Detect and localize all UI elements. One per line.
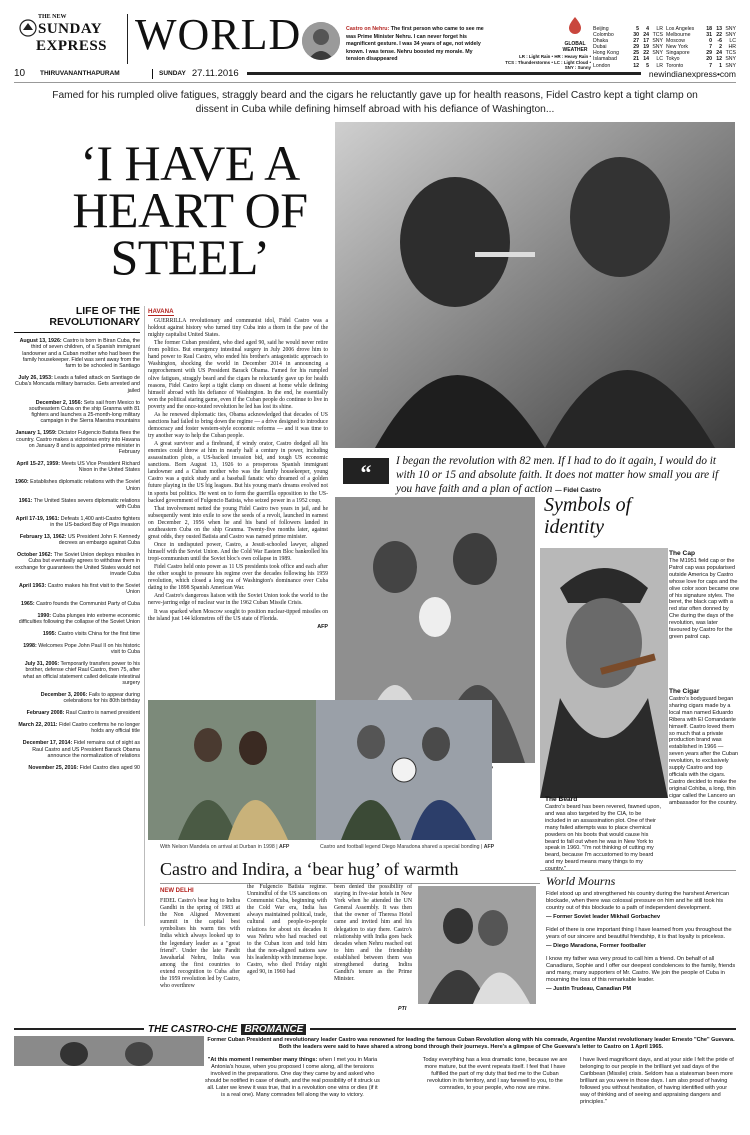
caption-mandela-agency: AFP — [279, 844, 290, 850]
timeline-item — [14, 400, 140, 425]
timeline-text: Fidel remains out of sight as Raul Castro and US President Barack Obama announce the normalization of relations — [32, 740, 140, 759]
page-bar — [14, 68, 736, 79]
section-title: WORLD — [135, 10, 302, 59]
main-agency: AFP — [317, 623, 328, 630]
weather-cond: LR — [656, 62, 663, 69]
castro-portrait-thumb — [302, 22, 340, 60]
indira-headline: Castro and Indira, a ‘bear hug’ of warmth — [160, 859, 459, 879]
headline-line-2: HEART OF — [72, 182, 308, 238]
intro-deck: Famed for his rumpled olive fatigues, straggly beard and the cigars he reluctantly gave up for health reasons, Fidel Castro kept a tight clamp on dissent in Cuba while defining himself abroad with his defiance of Washington... — [52, 90, 698, 115]
timeline-item — [14, 516, 140, 529]
timeline-date: December 17, 2014: — [22, 740, 73, 747]
main-story-paragraph: A great survivor and a firebrand, if windy orator, Castro dodged all his enemies could throw at him in nearly half a century in power, including assassination plots, a US-backed invasion bid, and tough US economic sanctions. Born August 13, 1926 to a prosperous Spanish immigrant landowner and a Cuban mother who was the family housekeeper, young Castro was a quick study and a baseball fanatic who dreamed of a golden future playing in the US big leagues. But his young man's dreams evolved not in sports but politics. He went on to form the guerrilla opposition to the US-backed government of Fulgencio Batista, who seized power in a 1952 coup. — [148, 441, 328, 504]
weather-city: Colombo — [593, 32, 614, 39]
weather-cond: SNY — [725, 26, 736, 32]
symbol-cigar — [669, 688, 739, 807]
world-mourns-title: World Mourns — [546, 874, 616, 888]
bar-rule — [247, 72, 641, 75]
symbol-beard-text: Castro's beard has been revered, fawned upon, and was also targeted by the CIA, to be included in an assassination plot. One of their many failed attempts was to place chemical powders on his boots that would cause his beard to fall out when he was in New York to speak in 1960. "I'm not thinking of cutting my beard, because I'm accustomed to my beard and my beard means many things to my — [545, 804, 662, 866]
symbols-title-1: Symbols of — [544, 494, 632, 516]
masthead-divider — [127, 14, 128, 64]
timeline-item — [14, 534, 140, 547]
mourns-attribution: — Diego Maradona, Former footballer — [546, 943, 647, 949]
symbol-cap-text: The M1951 field cap or the Patrol cap was popularised outside America by Castro whose love for caps and the olive color soon became one of his signature styles. The beret, the black cap with a red star often donned by Che during the days of the revolution, was later favoured by Castro for the green patrol cap. — [669, 558, 740, 640]
timeline-item — [14, 765, 140, 771]
timeline-text: The Soviet Union deploys missiles in Cuba but eventually agrees to withdraw them in exchange for guarantees the United States would not invade Cuba — [15, 552, 140, 577]
timeline-date: October 1962: — [17, 552, 53, 559]
indira-col-2: the Fulgencio Batista regime. Unmindful of the US sanctions on Communist Cuba, beginning with the Cold War era, India has always maintained political, trade, cultural and people-to-people relations for about six decades It was Nehru who had reached out to the Cuban icon and told him that the non-aligned nations saw his leadership with immense hope. Castro, who died Friday night aged 90, in 1960 had — [247, 884, 327, 976]
weather-low: 5 — [646, 62, 649, 69]
weather-high: 5 — [636, 26, 639, 32]
mandela-photo-icon — [148, 700, 316, 840]
weather-city: Singapore — [666, 50, 690, 57]
timeline-item — [14, 722, 140, 735]
symbol-cap-title: The Cap — [669, 550, 696, 557]
mourns-quote: I know my father was very proud to call him a friend. On behalf of all Canadians, Sophie and I offer our deepest condolences to the family, friends and many, many supporters of Mr. Castro. We join the people of Cuba in mourning the loss of this remarkable leader. — [546, 956, 736, 983]
timeline-rule — [14, 332, 140, 333]
dateline: HAVANA — [148, 308, 174, 315]
weather-label-1: GLOBAL — [564, 41, 586, 47]
timeline-item — [14, 710, 140, 716]
timeline-date: January 1, 1959: — [15, 430, 57, 437]
weather-high: 7 — [709, 44, 712, 51]
weather-cond: SNY — [652, 44, 663, 51]
timeline-item — [14, 631, 140, 637]
symbol-beard-title: The Beard — [545, 796, 578, 803]
bromance-intro: Former Cuban President and revolutionary leader Castro was renowned for leading the famous Cuban Revolution along with his comrade, Argentine Marxist revolutionary leader Ernesto "Che" Guevara. Both the leaders were said to have shared a strong bond through their journeys. Here's a glimpse of Che Guevara's letter to Castro on 1 April 1965. — [207, 1037, 735, 1050]
portrait-icon — [302, 22, 340, 60]
indira-hug-photo-icon — [418, 886, 536, 1004]
timeline-text: Meets US Vice President Richard Nixon in the United States — [60, 461, 140, 474]
bromance-rule-left — [14, 1028, 144, 1030]
caption-maradona-agency: AFP — [483, 844, 495, 850]
timeline-date: November 25, 2016: — [28, 764, 79, 771]
photo-castro-che-banner — [14, 1036, 204, 1066]
timeline-item — [14, 692, 140, 705]
city: THIRUVANANTHAPURAM — [40, 70, 120, 77]
weather-low: 17 — [643, 38, 649, 45]
caption-mandela-text: With Nelson Mandela on arrival at Durban in 1998 | — [160, 844, 279, 850]
promo-body: The first person who came to see me was Prime Minister Nehru. I can never forget his magnificent gesture. I was 34 years of age, not widely known. I was tense. Nehru boosted my morale. My tension disappeared — [346, 26, 484, 62]
brand-top: THE NEW — [38, 14, 67, 20]
main-story-paragraph: That involvement netted the young Fidel Castro two years in jail, and he subsequently went into exile to sow the seeds of a revolt, launched in earnest on December 2, 1956 when he and his band of followers landed in southeastern Cuba on the ship Granma. Twenty-five months later, against great odds, they ousted Batista and Castro was named prime minister. — [148, 505, 328, 540]
timeline-text: The United States severs diplomatic relations with Cuba — [32, 497, 140, 510]
weather-city: Hong Kong — [593, 50, 619, 57]
masthead-logo — [16, 14, 126, 64]
timeline-item — [14, 430, 140, 455]
timeline-text: Castro makes his first visit to the Soviet Union — [46, 582, 140, 596]
weather-cond: SNY — [652, 38, 663, 45]
timeline-text: Castro visits China for the first time — [56, 631, 140, 638]
timeline-date: 1998: — [23, 643, 37, 649]
weather-high: 31 — [706, 32, 712, 39]
top-rule — [14, 82, 736, 83]
site-name: newindianexpress — [648, 68, 717, 79]
timeline-list — [14, 338, 140, 771]
weather-low: 14 — [643, 56, 649, 63]
photo-castro-indira-hug — [418, 886, 536, 1004]
weather-low: 22 — [716, 32, 722, 39]
timeline-date: August 13, 1926: — [19, 338, 62, 344]
timeline-text: Defeats 1,400 anti-Castro fighters in the US-backed Bay of Pigs invasion — [50, 515, 140, 528]
timeline-text: Cuba plunges into extreme economic difficulties following the collapse of the Soviet Union — [18, 612, 140, 626]
main-story-paragraph: As he renewed diplomatic ties, Obama acknowledged that decades of US sanctions had failed to bring down the regime — a drive designed to introduce democracy and foster western-style economic reforms — and it was time to try another way to help the Cuban people. — [148, 411, 328, 439]
timeline-text: Dictator Fulgencio Batista flees the country. Castro makes a victorious entry into Havana on January 8 and is appointed prime minister in February — [16, 430, 140, 456]
weather-city: Islamabad — [593, 56, 617, 63]
pull-quote-attribution: — Fidel Castro — [555, 487, 601, 494]
indira-col-3: been denied the possibility of staying in five-star hotels in New York when he attended the UN General Assembly. It was then that the owner of Theresa Hotel came and invited him and his delegation to stay there. Castro's relationship with India goes back decades when Nehru reached out to him and the friendship established between them was strengthened during Indira Gandhi's tenure as the Prime Minister. — [334, 884, 412, 983]
timeline-date: December 2, 1956: — [35, 399, 83, 406]
weather-high: 21 — [633, 56, 639, 63]
cap-cigar-photo-icon — [540, 548, 668, 798]
bromance-rule-right — [310, 1028, 736, 1030]
timeline-text: Temporarily transfers power to his brother, defense chief Raul Castro, then 75, after what an official statement called delicate intestinal surgery — [22, 661, 140, 687]
timeline-date: 1961: — [18, 497, 33, 504]
weather-high: 29 — [633, 44, 639, 51]
timeline-date: 1965: — [21, 601, 35, 608]
site-tld: •com — [716, 68, 736, 79]
pull-quote-text: I began the revolution with 82 men. If I had to do it again, I would do it with 10 or 15 and absolute faith. It does not matter how small you are if you have faith and a plan of action — [396, 455, 719, 495]
mourns-quote: Fidel of there is one important thing I have learned from you throughout the years of our sincere and beautiful friendship, it is that loyalty is priceless. — [546, 927, 732, 940]
weather-cond: LR — [656, 26, 663, 32]
indira-col-1: FIDEL Castro's bear hug to Indira Gandhi in the spring of 1983 at the Non Aligned Movement summit in the capital best symbolises his warm ties with India which always looked up to the legendary leader as a "great friend". Under the late Pandit Jawaharlal Nehru, India was among the first countries to extend recognition to Cuba after the 1959 revolution led by Castro, who overthrew — [160, 898, 240, 990]
bromance-photo-icon — [14, 1036, 204, 1066]
weather-cond: SNY — [725, 56, 736, 63]
site-link[interactable] — [649, 69, 736, 79]
weather-cond: LC — [729, 38, 736, 45]
weather-legend-2: TCS : Thunderstorms • LC : Light Cloud • SNY : Sunny — [505, 59, 591, 70]
symbols-title-2: identity — [544, 516, 604, 538]
thermometer-icon — [567, 16, 583, 36]
symbol-cigar-title: The Cigar — [669, 688, 700, 695]
timeline-text: Leads a failed attack on Santiago de Cuba's Moncada military barracks. Gets arrested and jailed — [15, 375, 140, 394]
weather-low: 19 — [643, 44, 649, 51]
weather-low: 4 — [646, 26, 649, 32]
weather-city: London — [593, 62, 611, 69]
mourns-quote: Fidel stood up and strengthened his country during the harshest American blockade, when there was colossal pressure on him and he still took his country out of this blockade to a path of independent development. — [546, 891, 730, 911]
timeline-item — [14, 375, 140, 394]
mourns-attribution: — Former Soviet leader Mikhail Gorbachev — [546, 914, 661, 920]
bromance-col-3: I have lived magnificent days, and at your side I felt the pride of belonging to our people in the brilliant yet sad days of the Caribbean (Missile) crisis. Seldom has a statesman been more brilliant as you were in those days. I am also proud of having followed you without hesitation, of having identified with your way of thinking and of seeing and appraising dangers and principles." — [580, 1057, 734, 1105]
bromance-title-1: THE CASTRO-CHE — [148, 1023, 238, 1035]
headline — [40, 135, 340, 285]
emblem-icon — [18, 18, 38, 38]
weather-cond: SNY — [652, 50, 663, 57]
weather-cond: LC — [656, 56, 663, 63]
weather-high: 29 — [706, 50, 712, 57]
maradona-photo-icon — [316, 700, 492, 840]
timeline-date: July 31, 2006: — [24, 661, 60, 668]
timeline-date: April 1963: — [19, 582, 47, 589]
photo-castro-maradona — [316, 700, 492, 840]
weather-cond: TCS — [652, 32, 663, 39]
weather-city: Melbourne — [666, 32, 691, 39]
hero-photo-icon — [335, 122, 735, 448]
weather-legend-1: LR : Light Rain • HR : Heavy Rain • — [519, 54, 591, 59]
weather-cond: TCS — [725, 50, 736, 57]
weather-table-left — [593, 26, 663, 69]
timeline-text: Welcomes Pope John Paul II on his historic visit to Cuba — [36, 643, 140, 656]
weather-low: -6 — [717, 38, 722, 45]
weather-city: Los Angeles — [666, 26, 695, 32]
weather-high: 0 — [709, 38, 712, 45]
weather-city: New York — [666, 44, 688, 51]
weather-low: 13 — [716, 26, 722, 32]
timeline-text: Fails to appear during celebrations for his 80th birthday — [63, 691, 140, 705]
timeline-item — [14, 498, 140, 511]
timeline-item — [14, 613, 140, 626]
bromance-col-2: Today everything has a less dramatic tone, because we are more mature, but the event repeats itself. I feel that I have fulfilled the part of my duty that tied me to the Cuban revolution in its territory, and I say farewell to you, to the comrades, to your people, who now are mine. — [422, 1057, 568, 1091]
timeline-date: April 17-19, 1961: — [15, 515, 60, 522]
timeline-title-2: REVOLUTIONARY — [49, 316, 140, 328]
timeline-item — [14, 601, 140, 607]
weather-city: Dubai — [593, 44, 607, 51]
timeline — [14, 306, 140, 777]
timeline-date: December 3, 2006: — [40, 691, 88, 698]
weather-high: 12 — [633, 62, 639, 69]
main-story-paragraph: Once in undisputed power, Castro, a Jesuit-schooled lawyer, aligned himself with the Soviet Union. And the Cold War Eastern Bloc bankrolled his tropi-communism until the Soviet bloc's own collapse in 1989. — [148, 541, 328, 563]
timeline-title-1: LIFE OF THE — [75, 305, 140, 317]
photo-castro-cap-cigar — [540, 548, 668, 798]
timeline-divider — [144, 306, 145, 926]
timeline-date: February 2008: — [26, 710, 65, 717]
weather-city: Dhaka — [593, 38, 608, 45]
weather-low: 1 — [719, 62, 722, 69]
symbol-beard — [545, 796, 663, 873]
timeline-item — [14, 461, 140, 474]
timeline-date: February 13, 1962: — [19, 533, 67, 540]
main-story-paragraph: Fidel Castro held onto power as 11 US presidents took office and each after the other sought to pressure his regime over the decades following his 1959 revolution, which closed a long era of Washington's dominance over Cuba dating to the 1898 Spanish American War. — [148, 564, 328, 592]
weather-low: 12 — [716, 56, 722, 63]
bromance-col-1 — [205, 1057, 380, 1099]
mourns-rule — [540, 870, 736, 871]
weather-label — [558, 16, 592, 53]
timeline-item — [14, 740, 140, 759]
weather-low: 22 — [643, 50, 649, 57]
timeline-text: Castro founds the Communist Party of Cuba — [34, 601, 140, 608]
timeline-date: March 22, 2011: — [18, 722, 58, 729]
world-mourns-list — [546, 891, 736, 993]
weather-low: 24 — [643, 32, 649, 39]
weather-table-right — [666, 26, 736, 69]
main-story-paragraph: It was sparked when Moscow sought to position nuclear-tipped missiles on the island just 144 kilometres off the US state of Florida. — [148, 608, 328, 622]
weather-city: Toronto — [666, 62, 684, 69]
promo-lead: Castro on Nehru: — [346, 26, 390, 32]
main-story-paragraph: And Castro's dangerous liaison with the Soviet Union took the world to the nerve-jarring edge of nuclear war in the 1962 Cuban Missile Crisis. — [148, 593, 328, 607]
weather-label-2: WEATHER — [562, 47, 588, 53]
timeline-text: US President John F. Kennedy decrees an embargo against Cuba — [58, 533, 140, 547]
main-story-paragraph: The former Cuban president, who died aged 90, said he would never retire from politics. But emergency intestinal surgery in July 2006 drove him to hand power to Raul Castro, who ended his brother's antagonistic approach to Washington, shocking the world in December 2014 in announcing a rapprochement with US President Barack Obama. Famed for his rumpled olive fatigues, straggly beard and the cigars he reluctantly gave up for health reasons, Fidel Castro kept a tight clamp on dissent at home while defining himself abroad with his defiance of Washington. In the end, he essentially won the political staring game, even if the Cuban people do continue to live in poverty and the once-touted revolution he led has lost its shine. — [148, 340, 328, 410]
indira-dateline: NEW DELHI — [160, 888, 194, 894]
timeline-date: 1995: — [42, 631, 57, 638]
world-mourns — [546, 874, 736, 999]
headline-line-1: ‘I HAVE A — [80, 135, 300, 191]
timeline-text: Fidel Castro dies aged 90 — [78, 764, 140, 771]
timeline-date: July 26, 1953: — [18, 375, 53, 382]
quote-mark-icon: “ — [343, 458, 389, 484]
timeline-date: 1960: — [15, 479, 29, 486]
weather-high: 27 — [633, 38, 639, 45]
timeline-text: Raul Castro is named president — [64, 710, 140, 717]
weather-low: 24 — [716, 50, 722, 57]
timeline-item — [14, 583, 140, 596]
timeline-date: April 15-27, 1959: — [16, 461, 61, 468]
main-story-body — [148, 318, 328, 623]
weather-city: Beijing — [593, 26, 609, 32]
timeline-date: 1990: — [37, 612, 52, 619]
weather-high: 30 — [633, 32, 639, 39]
caption-mandela — [160, 844, 320, 850]
headline-line-3: STEEL’ — [110, 229, 270, 285]
bromance-bar — [14, 1023, 736, 1035]
brand-sunday: SUNDAY — [38, 21, 103, 37]
weather-high: 25 — [633, 50, 639, 57]
bromance-col-1-text: when I met you in Maria Antonia's house, when you proposed I come along, all the tensions involved in the preparations. One day they came by and asked who should be notified in case of death, and the real possibility of it struck us all. Later we knew it was true, that in a revolution one wins or dies (if it is a real one). Many comrades fell along the way to victory. — [205, 1057, 380, 1098]
indira-agency: PTI — [398, 1006, 407, 1012]
symbol-cap — [669, 550, 739, 641]
weather-high: 20 — [706, 56, 712, 63]
timeline-text: Establishes diplomatic relations with the Soviet Union — [28, 479, 140, 492]
bromance-title-2: BROMANCE — [241, 1024, 306, 1035]
weather-city: Moscow — [666, 38, 686, 45]
weather-cond: SNY — [725, 32, 736, 39]
weather-cond: HR — [728, 44, 736, 51]
symbols-title — [544, 494, 631, 538]
weather-high: 7 — [709, 62, 712, 69]
date: 27.11.2016 — [191, 68, 239, 79]
pull-quote — [396, 454, 736, 498]
weather-low: 2 — [719, 44, 722, 51]
timeline-item — [14, 661, 140, 686]
caption-maradona-text: Castro and football legend Diego Maradona shared a special bonding | — [320, 844, 484, 850]
main-story — [148, 300, 328, 630]
timeline-text: Fidel Castro confirms he no longer holds any official title — [57, 722, 140, 735]
timeline-text: Sets sail from Mexico to southeastern Cuba on the ship Granma with 81 fighters and launches a 25-month-long military campaign in the Sierra Maestra mountains — [28, 399, 140, 425]
photo-castro-mandela — [148, 700, 316, 840]
timeline-text: Castro is born in Biran Cuba, the third of seven children, of a Spanish immigrant landowner and a Cuban mother who had been the family housekeeper. Fidel was sent away from the farm to be schooled in Santiago — [22, 338, 140, 370]
day: SUNDAY — [159, 70, 186, 77]
timeline-item — [14, 552, 140, 577]
bar-divider — [152, 69, 153, 79]
weather-city: Tokyo — [666, 56, 680, 63]
bromance-col-1-lead: "At this moment I remember many things: — [207, 1057, 318, 1063]
timeline-item — [14, 643, 140, 656]
mourns-attribution: — Justin Trudeau, Canadian PM — [546, 986, 632, 992]
main-story-paragraph: GUERRILLA revolutionary and communist idol, Fidel Castro was a holdout against history who turned tiny Cuba into a thorn in the paw of the mighty capitalist United States. — [148, 318, 328, 339]
timeline-item — [14, 479, 140, 492]
weather-cond: SNY — [725, 62, 736, 69]
page-number: 10 — [14, 68, 26, 79]
brand-express: EXPRESS — [36, 38, 108, 54]
caption-maradona — [320, 844, 500, 850]
weather-high: 18 — [706, 26, 712, 32]
hero-photo-castro-che — [335, 122, 735, 448]
promo-text — [346, 26, 484, 64]
timeline-item — [14, 338, 140, 369]
symbol-cigar-text: Castro's bodyguard began sharing cigars made by a local man named Eduardo Ribera with El Comandante himself. Castro loved them so much that a private production brand was established in 1966 — seven years after the Cuban revolution, to exclusively supply Castro and top officials with the cigars. Castro decided to make the original Cohiba, a long, thin cigar called the Lancero an ambassador for the country. — [669, 696, 739, 806]
